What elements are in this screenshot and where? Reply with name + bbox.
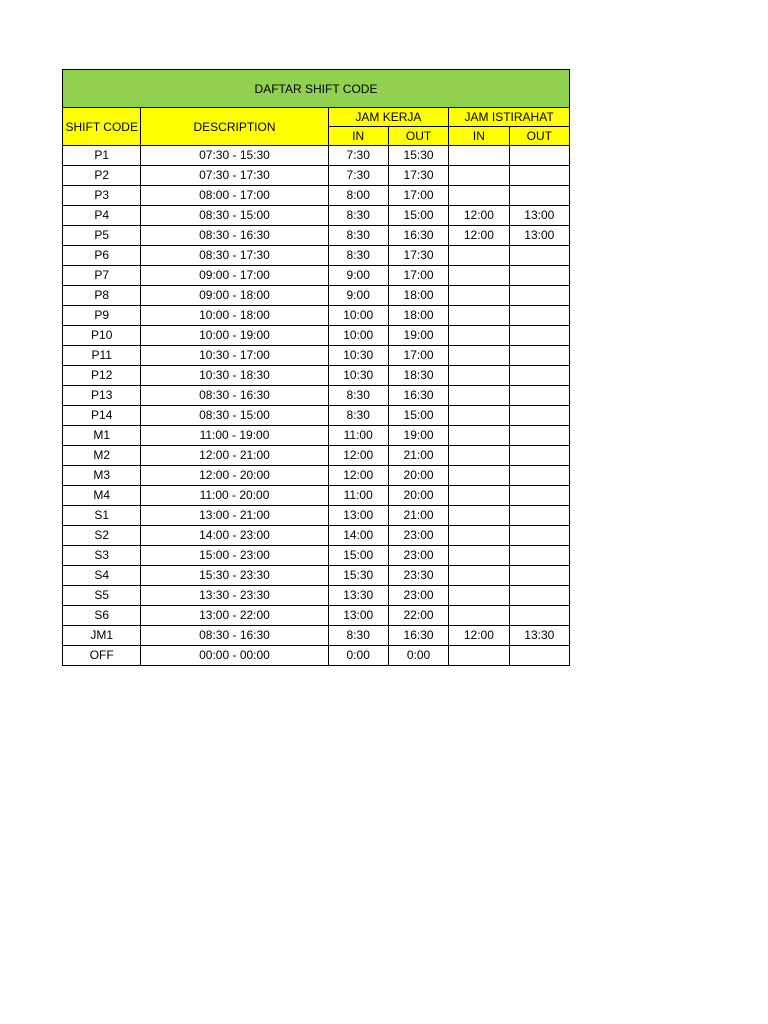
shift-code-cell: JM1 [63, 626, 141, 646]
shift-code-cell: S5 [63, 586, 141, 606]
shift-code-cell: M2 [63, 446, 141, 466]
break-out-cell [509, 166, 569, 186]
break-out-cell [509, 446, 569, 466]
work-in-cell: 14:00 [328, 526, 388, 546]
break-out-cell [509, 366, 569, 386]
break-in-cell [449, 466, 509, 486]
table-row [63, 246, 570, 266]
description-cell: 08:30 - 15:00 [141, 406, 328, 426]
table-row [63, 426, 570, 446]
table-row [63, 206, 570, 226]
work-in-cell: 13:00 [328, 506, 388, 526]
header-kerja-in: IN [328, 127, 388, 146]
break-in-cell: 12:00 [449, 226, 509, 246]
break-in-cell [449, 326, 509, 346]
work-out-cell: 15:00 [388, 206, 448, 226]
description-cell: 09:00 - 17:00 [141, 266, 328, 286]
shift-code-cell: S4 [63, 566, 141, 586]
work-out-cell: 17:00 [388, 186, 448, 206]
table-row [63, 346, 570, 366]
table-row [63, 186, 570, 206]
description-cell: 13:00 - 22:00 [141, 606, 328, 626]
shift-code-cell: M1 [63, 426, 141, 446]
break-out-cell [509, 346, 569, 366]
work-in-cell: 10:30 [328, 346, 388, 366]
break-in-cell [449, 386, 509, 406]
break-in-cell [449, 186, 509, 206]
work-out-cell: 18:00 [388, 306, 448, 326]
description-cell: 10:30 - 18:30 [141, 366, 328, 386]
work-in-cell: 9:00 [328, 286, 388, 306]
break-out-cell [509, 246, 569, 266]
work-in-cell: 13:30 [328, 586, 388, 606]
break-out-cell [509, 466, 569, 486]
table-row [63, 566, 570, 586]
work-out-cell: 20:00 [388, 466, 448, 486]
break-out-cell [509, 306, 569, 326]
description-cell: 08:30 - 15:00 [141, 206, 328, 226]
description-cell: 00:00 - 00:00 [141, 646, 328, 666]
break-in-cell: 12:00 [449, 206, 509, 226]
break-in-cell [449, 346, 509, 366]
shift-code-cell: P5 [63, 226, 141, 246]
break-in-cell: 12:00 [449, 626, 509, 646]
shift-code-cell: P4 [63, 206, 141, 226]
header-shift-code: SHIFT CODE [63, 108, 141, 146]
table-row [63, 606, 570, 626]
break-in-cell [449, 486, 509, 506]
work-in-cell: 7:30 [328, 166, 388, 186]
description-cell: 14:00 - 23:00 [141, 526, 328, 546]
header-kerja-out: OUT [388, 127, 448, 146]
break-in-cell [449, 586, 509, 606]
shift-code-cell: OFF [63, 646, 141, 666]
header-istirahat-out: OUT [509, 127, 569, 146]
work-out-cell: 0:00 [388, 646, 448, 666]
work-out-cell: 19:00 [388, 326, 448, 346]
work-out-cell: 21:00 [388, 446, 448, 466]
break-in-cell [449, 366, 509, 386]
break-out-cell [509, 486, 569, 506]
break-in-cell [449, 646, 509, 666]
work-in-cell: 15:00 [328, 546, 388, 566]
work-in-cell: 0:00 [328, 646, 388, 666]
header-jam-istirahat: JAM ISTIRAHAT [449, 108, 570, 127]
table-row [63, 146, 570, 166]
shift-code-cell: S2 [63, 526, 141, 546]
shift-code-cell: M4 [63, 486, 141, 506]
break-out-cell [509, 606, 569, 626]
shift-code-cell: P2 [63, 166, 141, 186]
break-out-cell [509, 526, 569, 546]
break-in-cell [449, 246, 509, 266]
work-out-cell: 22:00 [388, 606, 448, 626]
shift-code-cell: P1 [63, 146, 141, 166]
work-in-cell: 15:30 [328, 566, 388, 586]
shift-code-cell: S3 [63, 546, 141, 566]
break-out-cell [509, 406, 569, 426]
work-in-cell: 9:00 [328, 266, 388, 286]
work-in-cell: 12:00 [328, 466, 388, 486]
work-out-cell: 18:30 [388, 366, 448, 386]
work-out-cell: 23:00 [388, 526, 448, 546]
work-out-cell: 23:30 [388, 566, 448, 586]
table-row [63, 406, 570, 426]
work-out-cell: 17:30 [388, 166, 448, 186]
break-out-cell [509, 286, 569, 306]
table-row [63, 366, 570, 386]
work-out-cell: 17:00 [388, 346, 448, 366]
description-cell: 13:00 - 21:00 [141, 506, 328, 526]
table-row [63, 386, 570, 406]
table-row [63, 486, 570, 506]
table-row [63, 546, 570, 566]
header-jam-kerja: JAM KERJA [328, 108, 449, 127]
description-cell: 10:00 - 18:00 [141, 306, 328, 326]
break-in-cell [449, 406, 509, 426]
description-cell: 12:00 - 20:00 [141, 466, 328, 486]
work-out-cell: 16:30 [388, 226, 448, 246]
work-out-cell: 15:30 [388, 146, 448, 166]
work-in-cell: 10:00 [328, 326, 388, 346]
table-row [63, 326, 570, 346]
break-in-cell [449, 306, 509, 326]
table-row [63, 286, 570, 306]
shift-code-cell: P9 [63, 306, 141, 326]
break-in-cell [449, 546, 509, 566]
shift-code-cell: P13 [63, 386, 141, 406]
description-cell: 07:30 - 17:30 [141, 166, 328, 186]
table-row [63, 526, 570, 546]
break-out-cell [509, 646, 569, 666]
work-in-cell: 8:30 [328, 406, 388, 426]
work-out-cell: 21:00 [388, 506, 448, 526]
table-row [63, 266, 570, 286]
work-out-cell: 23:00 [388, 586, 448, 606]
shift-code-cell: P14 [63, 406, 141, 426]
break-out-cell [509, 566, 569, 586]
break-in-cell [449, 286, 509, 306]
description-cell: 10:00 - 19:00 [141, 326, 328, 346]
break-in-cell [449, 506, 509, 526]
description-cell: 08:30 - 16:30 [141, 386, 328, 406]
break-out-cell [509, 186, 569, 206]
shift-code-cell: M3 [63, 466, 141, 486]
table-row [63, 646, 570, 666]
work-in-cell: 13:00 [328, 606, 388, 626]
break-in-cell [449, 566, 509, 586]
shift-code-cell: P12 [63, 366, 141, 386]
work-in-cell: 8:30 [328, 626, 388, 646]
break-in-cell [449, 166, 509, 186]
table-row [63, 226, 570, 246]
break-out-cell: 13:30 [509, 626, 569, 646]
work-in-cell: 10:30 [328, 366, 388, 386]
table-row [63, 506, 570, 526]
work-in-cell: 10:00 [328, 306, 388, 326]
shift-code-cell: P11 [63, 346, 141, 366]
work-out-cell: 23:00 [388, 546, 448, 566]
work-in-cell: 8:30 [328, 386, 388, 406]
table-title: DAFTAR SHIFT CODE [63, 70, 570, 108]
work-out-cell: 17:00 [388, 266, 448, 286]
work-in-cell: 8:30 [328, 226, 388, 246]
break-in-cell [449, 426, 509, 446]
description-cell: 15:00 - 23:00 [141, 546, 328, 566]
table-row [63, 446, 570, 466]
break-out-cell [509, 266, 569, 286]
break-in-cell [449, 146, 509, 166]
work-out-cell: 20:00 [388, 486, 448, 506]
shift-code-table [62, 69, 570, 666]
work-out-cell: 18:00 [388, 286, 448, 306]
break-out-cell [509, 586, 569, 606]
work-out-cell: 15:00 [388, 406, 448, 426]
work-in-cell: 11:00 [328, 486, 388, 506]
table-row [63, 166, 570, 186]
work-in-cell: 8:00 [328, 186, 388, 206]
description-cell: 08:00 - 17:00 [141, 186, 328, 206]
description-cell: 10:30 - 17:00 [141, 346, 328, 366]
description-cell: 12:00 - 21:00 [141, 446, 328, 466]
work-in-cell: 11:00 [328, 426, 388, 446]
break-out-cell [509, 546, 569, 566]
work-out-cell: 19:00 [388, 426, 448, 446]
work-in-cell: 8:30 [328, 206, 388, 226]
break-out-cell [509, 426, 569, 446]
table-row [63, 626, 570, 646]
description-cell: 11:00 - 19:00 [141, 426, 328, 446]
table-row [63, 586, 570, 606]
break-out-cell [509, 386, 569, 406]
break-out-cell: 13:00 [509, 226, 569, 246]
shift-code-cell: P7 [63, 266, 141, 286]
description-cell: 11:00 - 20:00 [141, 486, 328, 506]
description-cell: 15:30 - 23:30 [141, 566, 328, 586]
shift-code-cell: P10 [63, 326, 141, 346]
shift-code-cell: P3 [63, 186, 141, 206]
break-in-cell [449, 266, 509, 286]
break-in-cell [449, 446, 509, 466]
work-in-cell: 12:00 [328, 446, 388, 466]
header-description: DESCRIPTION [141, 108, 328, 146]
description-cell: 08:30 - 17:30 [141, 246, 328, 266]
break-out-cell [509, 146, 569, 166]
table-body [63, 146, 570, 666]
break-out-cell: 13:00 [509, 206, 569, 226]
shift-code-cell: S1 [63, 506, 141, 526]
break-out-cell [509, 326, 569, 346]
header-istirahat-in: IN [449, 127, 509, 146]
work-in-cell: 7:30 [328, 146, 388, 166]
work-out-cell: 16:30 [388, 386, 448, 406]
work-in-cell: 8:30 [328, 246, 388, 266]
break-out-cell [509, 506, 569, 526]
shift-code-cell: P8 [63, 286, 141, 306]
shift-code-cell: P6 [63, 246, 141, 266]
description-cell: 07:30 - 15:30 [141, 146, 328, 166]
table-row [63, 466, 570, 486]
description-cell: 08:30 - 16:30 [141, 226, 328, 246]
break-in-cell [449, 606, 509, 626]
table-row [63, 306, 570, 326]
work-out-cell: 17:30 [388, 246, 448, 266]
work-out-cell: 16:30 [388, 626, 448, 646]
shift-code-cell: S6 [63, 606, 141, 626]
description-cell: 08:30 - 16:30 [141, 626, 328, 646]
description-cell: 09:00 - 18:00 [141, 286, 328, 306]
break-in-cell [449, 526, 509, 546]
description-cell: 13:30 - 23:30 [141, 586, 328, 606]
